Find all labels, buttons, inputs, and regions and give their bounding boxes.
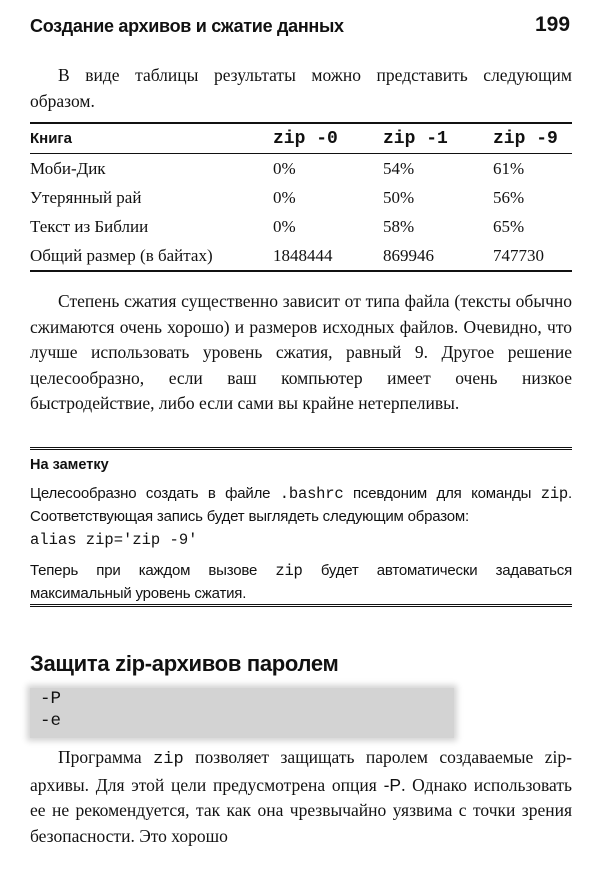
intro-paragraph: В виде таблицы результаты можно представить следующим образом. [30,65,572,111]
inline-option: -P [383,774,402,795]
table-cell: Текст из Библии [30,216,149,236]
column-header-zip1: zip -1 [383,128,448,149]
table-row [30,241,572,271]
note-text: . Соответствующая запись будет выглядеть следующим образом: [30,485,572,525]
table-cell: Утерянный рай [30,187,142,207]
table-header-row [30,123,572,154]
body-text: . Однако использовать ее не рекомендуется, так как она чрезвычайно уязвима с точки зрения безопасности. Это хорошо [30,774,572,846]
inline-code: zip [153,750,184,769]
table-cell: 869946 [383,245,434,265]
note-text: Теперь при каждом вызове [30,562,276,579]
section-heading: Защита zip-архивов паролем [30,651,339,676]
inline-code: zip [540,485,569,503]
table-cell: 56% [493,187,525,207]
note-text: будет автоматически задаваться максимальный уровень сжатия. [30,562,573,602]
table-cell: 1848444 [273,245,333,265]
column-header-zip0: zip -0 [273,128,338,149]
table-cell: 61% [493,158,525,178]
options-box [30,688,454,738]
table-cell: 0% [273,187,296,207]
table-cell: 747730 [493,245,544,265]
body-paragraph: Степень сжатия существенно зависит от типа файла (тексты обычно сжимаются очень хорошо) и размеров исходных файлов. Очевидно, что лучше использовать уровень сжатия, равный 9. Другое решение целесообразно, если ваш компьютер имеет очень низкое быстродействие, либо если сами вы крайне нетерпеливы. [30,291,572,413]
note-code-line: alias zip='zip -9' [30,531,198,549]
column-header-book: Книга [30,130,73,147]
table-row [30,154,572,184]
note-text: Целесообразно создать в файле [30,485,280,502]
running-head: Создание архивов и сжатие данных [30,16,344,36]
table-cell: 0% [273,158,296,178]
option-item: -e [40,711,62,731]
table-cell: Общий размер (в байтах) [30,245,213,265]
note-title: На заметку [30,457,109,473]
table-cell: 54% [383,158,415,178]
note-bottom-divider [30,604,572,607]
page-number: 199 [535,13,571,36]
table-cell: 0% [273,216,296,236]
note-paragraph [30,483,572,528]
option-item: -P [40,689,62,709]
note-paragraph [30,560,572,605]
compression-results-table [30,122,572,272]
body-paragraph [30,745,572,849]
table-row [30,212,572,241]
inline-code: zip [275,562,303,580]
body-text: Программа [58,747,154,767]
body-text: позволяет защищать паролем создаваемые zip-архивы. Для этой цели предусмотрена опция [30,747,572,795]
table-cell: 58% [383,216,415,236]
column-header-zip9: zip -9 [493,128,558,149]
table-row [30,183,572,212]
note-top-divider [30,447,572,450]
inline-code: .bashrc [279,485,344,503]
table-cell: 65% [493,216,525,236]
table-cell: Моби-Дик [30,158,106,178]
table-cell: 50% [383,187,415,207]
note-text: псевдоним для команды [343,485,541,502]
